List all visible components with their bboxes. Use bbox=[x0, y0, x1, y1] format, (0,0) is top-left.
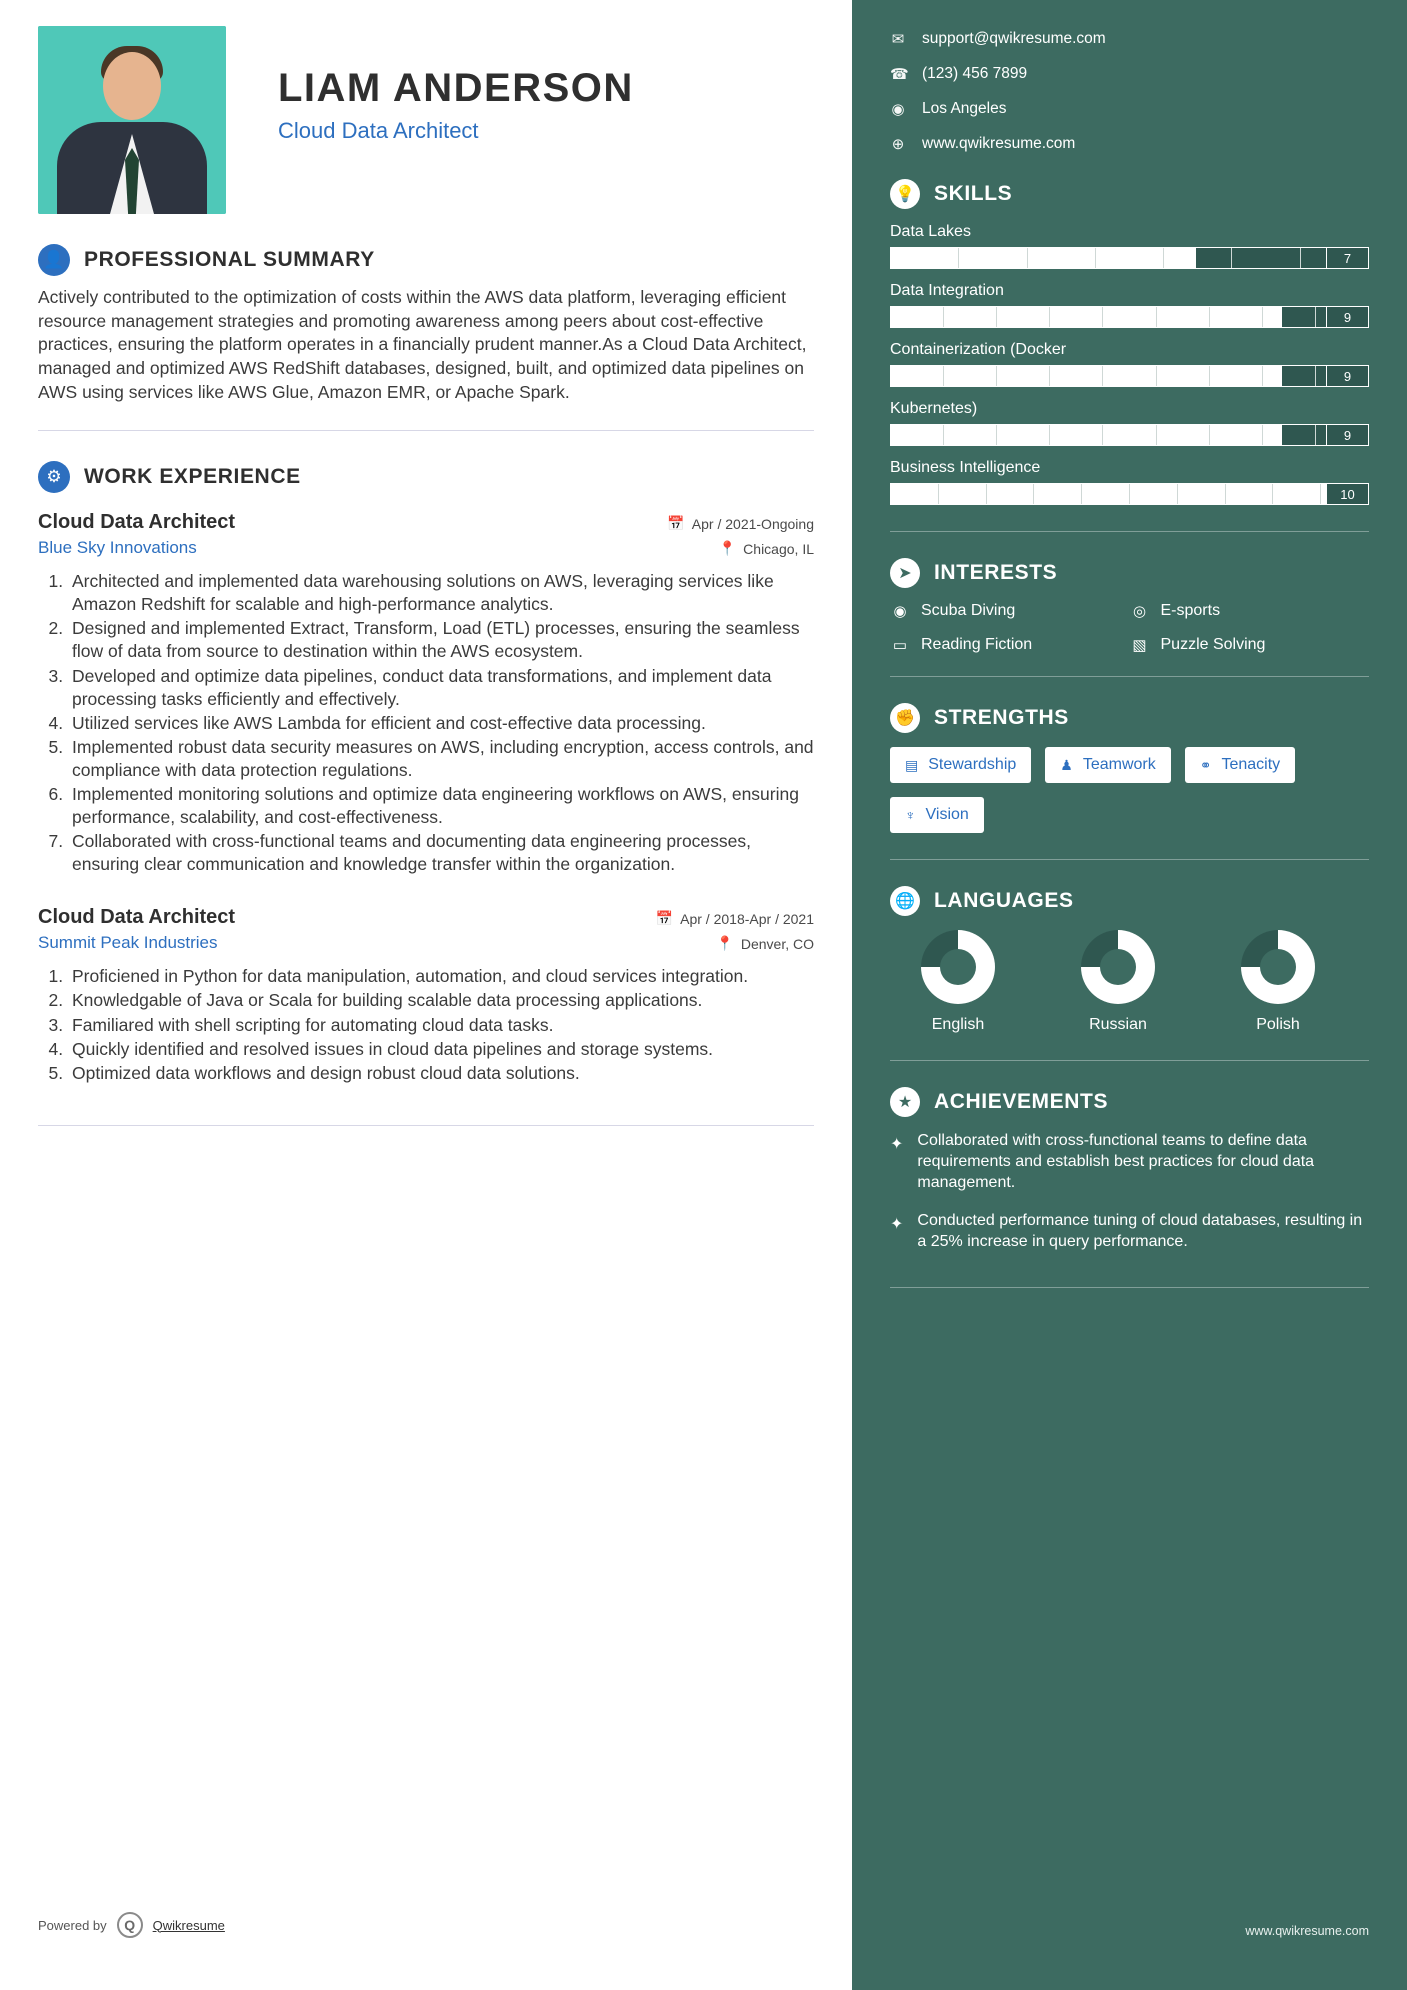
job-dates: Apr / 2021-Ongoing bbox=[691, 515, 814, 532]
star-bullet-icon: ✦ bbox=[890, 1216, 904, 1234]
duties-list bbox=[38, 570, 814, 876]
star-icon: ★ bbox=[890, 1087, 920, 1117]
job-location: Chicago, IL bbox=[743, 540, 814, 557]
location-icon: ◉ bbox=[891, 101, 905, 118]
job-location: Denver, CO bbox=[740, 935, 814, 952]
job-title: Cloud Data Architect bbox=[278, 118, 479, 143]
contact-email-text: support@qwikresume.com bbox=[922, 30, 1106, 47]
language-donut bbox=[921, 930, 995, 1004]
scuba-icon: ◉ bbox=[893, 603, 907, 620]
strengths-heading: STRENGTHS bbox=[934, 706, 1069, 729]
summary-text: Actively contributed to the optimization of costs within the AWS data platform, leveraging efficient resource management strategies and promoting awareness among peers about cost-effective practices, ensuring the platform operates in a financially prudent manner.As a Cloud Data Architect, managed and optimized AWS RedShift databases, designed, built, and optimized data pipelines on AWS using services like AWS Glue, Amazon EMR, or Apache Spark. bbox=[38, 287, 807, 402]
strength-label: Teamwork bbox=[1082, 756, 1156, 773]
list-item: 3. Familiared with shell scripting for automating cloud data tasks. bbox=[68, 1014, 814, 1037]
skill-value: 9 bbox=[1326, 425, 1368, 445]
briefcase-icon: ▤ bbox=[905, 756, 919, 773]
achievement-text: Collaborated with cross-functional teams to define data requirements and establish best practices for cloud data management. bbox=[917, 1132, 1315, 1191]
contact-website[interactable] bbox=[890, 135, 1369, 153]
calendar-icon: 📅 bbox=[655, 910, 674, 927]
name-block bbox=[226, 26, 634, 144]
interest-item bbox=[1130, 636, 1370, 654]
phone-icon: ☎ bbox=[890, 66, 909, 83]
list-item: 5. Implemented robust data security measures on AWS, including encryption, access controls, and compliance with data protection regulations. bbox=[68, 736, 814, 782]
experience-item bbox=[38, 511, 814, 876]
interest-label: Scuba Diving bbox=[921, 602, 1016, 619]
strength-item bbox=[890, 747, 1031, 783]
globe-icon: ⊕ bbox=[891, 136, 905, 153]
job-dates-wrap bbox=[656, 910, 814, 927]
esports-icon: ◎ bbox=[1132, 603, 1147, 620]
languages-section bbox=[890, 886, 1369, 1034]
list-item: 6. Implemented monitoring solutions and optimize data engineering workflows on AWS, ensuring performance, scalability, and cost-effectiveness. bbox=[68, 783, 814, 829]
language-donut bbox=[1241, 930, 1315, 1004]
languages-heading: LANGUAGES bbox=[934, 889, 1074, 912]
pin-icon: 📍 bbox=[716, 935, 734, 952]
avatar bbox=[38, 26, 226, 214]
skill-item bbox=[890, 400, 1369, 446]
achievement-item bbox=[890, 1211, 1369, 1253]
language-label: Polish bbox=[1256, 1016, 1300, 1033]
binoculars-icon: ♆ bbox=[905, 807, 916, 823]
skills-heading: SKILLS bbox=[934, 182, 1013, 205]
skill-label: Data Integration bbox=[890, 282, 1004, 299]
job-company: Blue Sky Innovations bbox=[38, 538, 197, 558]
skill-label: Containerization (Docker bbox=[890, 341, 1067, 358]
skill-bar bbox=[890, 483, 1369, 505]
contact-phone-text: (123) 456 7899 bbox=[922, 65, 1028, 82]
job-location-wrap bbox=[719, 540, 814, 557]
strength-item bbox=[890, 797, 984, 833]
fist-icon: ✊ bbox=[890, 703, 920, 733]
achievement-item bbox=[890, 1131, 1369, 1193]
skill-label: Kubernetes) bbox=[890, 400, 978, 417]
job-dates: Apr / 2018-Apr / 2021 bbox=[680, 910, 814, 927]
strength-label: Vision bbox=[925, 806, 969, 823]
language-label: English bbox=[931, 1016, 985, 1033]
contact-location-text: Los Angeles bbox=[922, 100, 1007, 117]
list-item: 3. Developed and optimize data pipelines, conduct data transformations, and implement data processing tasks efficiently and effectively. bbox=[68, 665, 814, 711]
job-location-wrap bbox=[716, 935, 814, 952]
job-company: Summit Peak Industries bbox=[38, 933, 218, 953]
link-icon: ⚭ bbox=[1199, 756, 1212, 773]
star-bullet-icon: ✦ bbox=[890, 1136, 904, 1153]
list-item: 2. Knowledgable of Java or Scala for building scalable data processing applications. bbox=[68, 989, 814, 1012]
achievement-text: Conducted performance tuning of cloud databases, resulting in a 25% increase in query performance. bbox=[917, 1212, 1363, 1251]
divider bbox=[38, 430, 814, 431]
strength-label: Tenacity bbox=[1221, 756, 1281, 773]
language-label: Russian bbox=[1089, 1016, 1147, 1033]
skill-item bbox=[890, 341, 1369, 387]
list-item: 5. Optimized data workflows and design robust cloud data solutions. bbox=[68, 1062, 814, 1085]
professional-summary-section bbox=[38, 244, 814, 404]
list-item: 7. Collaborated with cross-functional teams and documenting data engineering processes, ensuring clear communication and knowledge transfer within the organization. bbox=[68, 830, 814, 876]
list-item: 2. Designed and implemented Extract, Transform, Load (ETL) processes, ensuring the seamless flow of data from source to destination within the AWS ecosystem. bbox=[68, 617, 814, 663]
interests-section bbox=[890, 558, 1369, 670]
job-dates-wrap bbox=[667, 515, 814, 532]
strength-item bbox=[1185, 747, 1295, 783]
language-item bbox=[1218, 930, 1338, 1034]
divider bbox=[890, 531, 1369, 532]
briefcase-icon: ⚙ bbox=[38, 461, 70, 493]
paper-plane-icon: ➤ bbox=[890, 558, 920, 588]
contact-block bbox=[890, 30, 1369, 153]
pin-icon: 📍 bbox=[718, 540, 737, 557]
interest-item bbox=[1130, 602, 1370, 620]
achievements-section bbox=[890, 1087, 1369, 1253]
contact-website-text: www.qwikresume.com bbox=[922, 135, 1076, 152]
divider bbox=[890, 676, 1369, 677]
list-item: 1. Proficiened in Python for data manipulation, automation, and cloud services integration. bbox=[68, 965, 814, 988]
footer bbox=[38, 1912, 225, 1938]
strength-item bbox=[1045, 747, 1170, 783]
qwikresume-link[interactable]: Qwikresume bbox=[152, 1917, 225, 1933]
skill-item bbox=[890, 459, 1369, 505]
list-item: 1. Architected and implemented data warehousing solutions on AWS, leveraging services like Amazon Redshift for scalable and high-performance analytics. bbox=[68, 570, 814, 616]
interest-label: Puzzle Solving bbox=[1160, 636, 1266, 653]
interest-label: Reading Fiction bbox=[921, 636, 1033, 653]
list-item: 4. Quickly identified and resolved issues in cloud data pipelines and storage systems. bbox=[68, 1038, 814, 1061]
strength-label: Stewardship bbox=[928, 756, 1017, 773]
achievements-heading: ACHIEVEMENTS bbox=[934, 1090, 1109, 1113]
list-item: 4. Utilized services like AWS Lambda for efficient and cost-effective data processing. bbox=[68, 712, 814, 735]
experience-item bbox=[38, 906, 814, 1084]
work-experience-section bbox=[38, 461, 814, 1085]
job-position: Cloud Data Architect bbox=[38, 906, 236, 929]
user-icon: 👤 bbox=[38, 244, 70, 276]
interest-item bbox=[890, 636, 1130, 654]
contact-location bbox=[890, 100, 1369, 118]
divider bbox=[38, 1125, 814, 1126]
right-column bbox=[852, 0, 1407, 1990]
resume-header bbox=[38, 26, 814, 214]
skill-bar bbox=[890, 247, 1369, 269]
skill-item bbox=[890, 282, 1369, 328]
divider bbox=[890, 1287, 1369, 1288]
team-icon: ♟ bbox=[1060, 756, 1073, 773]
skill-value: 9 bbox=[1326, 366, 1368, 386]
skill-value: 9 bbox=[1326, 307, 1368, 327]
translate-icon: 🌐 bbox=[890, 886, 920, 916]
puzzle-icon: ▧ bbox=[1132, 637, 1147, 654]
skill-label: Data Lakes bbox=[890, 223, 971, 240]
skill-label: Business Intelligence bbox=[890, 459, 1041, 476]
page-title: LIAM ANDERSON bbox=[278, 66, 634, 110]
interest-item bbox=[890, 602, 1130, 620]
calendar-icon: 📅 bbox=[667, 515, 685, 532]
interest-label: E-sports bbox=[1160, 602, 1221, 619]
skill-item bbox=[890, 223, 1369, 269]
skill-bar bbox=[890, 424, 1369, 446]
language-donut bbox=[1081, 930, 1155, 1004]
site-url: www.qwikresume.com bbox=[1245, 1924, 1369, 1938]
strengths-section bbox=[890, 703, 1369, 833]
email-icon: ✉ bbox=[891, 31, 905, 48]
skill-value: 7 bbox=[1326, 248, 1368, 268]
language-item bbox=[1058, 930, 1178, 1034]
skill-bar bbox=[890, 365, 1369, 387]
experience-heading: WORK EXPERIENCE bbox=[84, 465, 301, 489]
divider bbox=[890, 1060, 1369, 1061]
skills-section bbox=[890, 179, 1369, 505]
skill-value: 10 bbox=[1326, 484, 1368, 504]
bulb-icon: 💡 bbox=[890, 179, 920, 209]
divider bbox=[890, 859, 1369, 860]
job-position: Cloud Data Architect bbox=[38, 511, 236, 534]
contact-phone[interactable] bbox=[890, 65, 1369, 83]
book-icon: ▭ bbox=[892, 637, 908, 654]
skill-bar bbox=[890, 306, 1369, 328]
interests-heading: INTERESTS bbox=[934, 561, 1058, 584]
contact-email[interactable] bbox=[890, 30, 1369, 48]
qwikresume-logo-icon: Q bbox=[117, 1912, 143, 1938]
duties-list bbox=[38, 965, 814, 1084]
summary-heading: PROFESSIONAL SUMMARY bbox=[84, 248, 375, 271]
language-item bbox=[898, 930, 1018, 1034]
powered-by-label: Powered by bbox=[38, 1917, 107, 1933]
